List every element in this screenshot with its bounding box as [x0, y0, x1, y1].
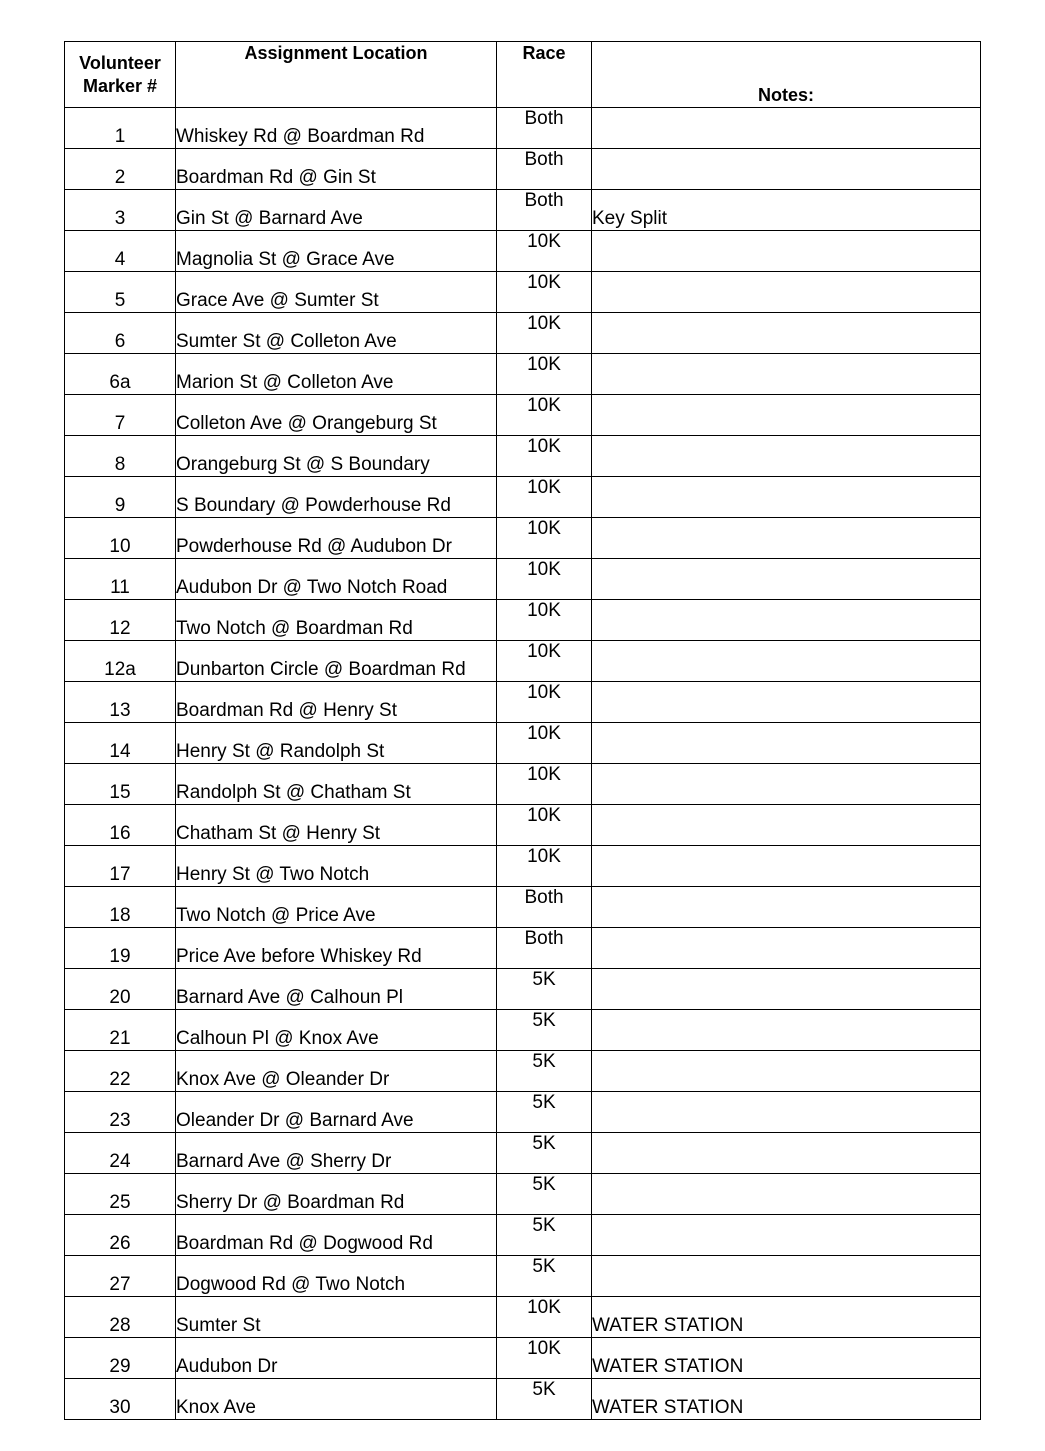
marker-cell: 14 — [65, 723, 176, 764]
location-cell: Boardman Rd @ Henry St — [176, 682, 497, 723]
race-cell: Both — [497, 190, 592, 231]
notes-cell — [592, 231, 981, 272]
table-row — [65, 231, 981, 272]
race-cell: 10K — [497, 1297, 592, 1338]
notes-cell — [592, 846, 981, 887]
table-row — [65, 1297, 981, 1338]
notes-cell — [592, 477, 981, 518]
marker-cell: 7 — [65, 395, 176, 436]
location-cell: Sumter St — [176, 1297, 497, 1338]
race-cell: 5K — [497, 1256, 592, 1297]
table-row — [65, 1215, 981, 1256]
race-cell: 10K — [497, 395, 592, 436]
race-cell: 5K — [497, 1379, 592, 1420]
location-cell: Boardman Rd @ Gin St — [176, 149, 497, 190]
location-cell: Colleton Ave @ Orangeburg St — [176, 395, 497, 436]
notes-cell — [592, 395, 981, 436]
race-cell: 10K — [497, 518, 592, 559]
marker-cell: 2 — [65, 149, 176, 190]
table-row — [65, 846, 981, 887]
table-row — [65, 354, 981, 395]
notes-cell — [592, 1256, 981, 1297]
notes-cell — [592, 518, 981, 559]
race-cell: 5K — [497, 1051, 592, 1092]
notes-cell — [592, 764, 981, 805]
marker-cell: 9 — [65, 477, 176, 518]
table-row — [65, 190, 981, 231]
table-row — [65, 395, 981, 436]
race-cell: Both — [497, 928, 592, 969]
marker-cell: 3 — [65, 190, 176, 231]
table-row — [65, 149, 981, 190]
table-body — [65, 108, 981, 1420]
race-cell: 5K — [497, 1133, 592, 1174]
table-row — [65, 887, 981, 928]
race-cell: 10K — [497, 272, 592, 313]
marker-cell: 24 — [65, 1133, 176, 1174]
notes-cell — [592, 805, 981, 846]
location-cell: Magnolia St @ Grace Ave — [176, 231, 497, 272]
notes-cell — [592, 1010, 981, 1051]
race-cell: Both — [497, 887, 592, 928]
race-cell: 10K — [497, 559, 592, 600]
marker-cell: 29 — [65, 1338, 176, 1379]
notes-cell: WATER STATION — [592, 1338, 981, 1379]
race-cell: 10K — [497, 313, 592, 354]
marker-cell: 19 — [65, 928, 176, 969]
table-row — [65, 1379, 981, 1420]
table-row — [65, 1256, 981, 1297]
marker-cell: 5 — [65, 272, 176, 313]
notes-cell — [592, 559, 981, 600]
table-row — [65, 272, 981, 313]
race-cell: Both — [497, 108, 592, 149]
race-cell: 10K — [497, 641, 592, 682]
table-row — [65, 805, 981, 846]
race-cell: 5K — [497, 1010, 592, 1051]
location-cell: Henry St @ Two Notch — [176, 846, 497, 887]
marker-cell: 15 — [65, 764, 176, 805]
table-row — [65, 1174, 981, 1215]
table-row — [65, 108, 981, 149]
location-cell: Knox Ave @ Oleander Dr — [176, 1051, 497, 1092]
race-cell: 5K — [497, 969, 592, 1010]
location-cell: Oleander Dr @ Barnard Ave — [176, 1092, 497, 1133]
location-cell: Two Notch @ Boardman Rd — [176, 600, 497, 641]
race-cell: 5K — [497, 1215, 592, 1256]
table-row — [65, 764, 981, 805]
table-row — [65, 600, 981, 641]
location-cell: Dogwood Rd @ Two Notch — [176, 1256, 497, 1297]
header-assignment-location: Assignment Location — [176, 42, 497, 108]
location-cell: Barnard Ave @ Calhoun Pl — [176, 969, 497, 1010]
notes-cell — [592, 436, 981, 477]
marker-cell: 8 — [65, 436, 176, 477]
notes-cell — [592, 928, 981, 969]
notes-cell — [592, 682, 981, 723]
race-cell: 10K — [497, 1338, 592, 1379]
table-row — [65, 1051, 981, 1092]
race-cell: 10K — [497, 805, 592, 846]
marker-cell: 27 — [65, 1256, 176, 1297]
race-cell: 10K — [497, 600, 592, 641]
notes-cell — [592, 313, 981, 354]
race-cell: 10K — [497, 231, 592, 272]
header-row — [65, 42, 981, 108]
notes-cell — [592, 969, 981, 1010]
race-cell: 10K — [497, 436, 592, 477]
table-row — [65, 1010, 981, 1051]
volunteer-assignment-table — [64, 41, 981, 1420]
marker-cell: 28 — [65, 1297, 176, 1338]
marker-cell: 13 — [65, 682, 176, 723]
marker-cell: 16 — [65, 805, 176, 846]
race-cell: 5K — [497, 1174, 592, 1215]
race-cell: 10K — [497, 682, 592, 723]
location-cell: Calhoun Pl @ Knox Ave — [176, 1010, 497, 1051]
marker-cell: 21 — [65, 1010, 176, 1051]
race-cell: 10K — [497, 477, 592, 518]
notes-cell — [592, 149, 981, 190]
location-cell: Orangeburg St @ S Boundary — [176, 436, 497, 477]
marker-cell: 12 — [65, 600, 176, 641]
notes-cell — [592, 1174, 981, 1215]
marker-cell: 10 — [65, 518, 176, 559]
location-cell: Gin St @ Barnard Ave — [176, 190, 497, 231]
header-notes: Notes: — [592, 42, 981, 108]
table-row — [65, 1092, 981, 1133]
race-cell: 10K — [497, 846, 592, 887]
table-row — [65, 682, 981, 723]
table-row — [65, 1338, 981, 1379]
race-cell: Both — [497, 149, 592, 190]
marker-cell: 18 — [65, 887, 176, 928]
marker-cell: 17 — [65, 846, 176, 887]
table-row — [65, 313, 981, 354]
location-cell: Boardman Rd @ Dogwood Rd — [176, 1215, 497, 1256]
notes-cell: WATER STATION — [592, 1379, 981, 1420]
location-cell: Powderhouse Rd @ Audubon Dr — [176, 518, 497, 559]
notes-cell — [592, 354, 981, 395]
marker-cell: 4 — [65, 231, 176, 272]
notes-cell: WATER STATION — [592, 1297, 981, 1338]
location-cell: Marion St @ Colleton Ave — [176, 354, 497, 395]
header-race: Race — [497, 42, 592, 108]
location-cell: Whiskey Rd @ Boardman Rd — [176, 108, 497, 149]
notes-cell — [592, 887, 981, 928]
notes-cell: Key Split — [592, 190, 981, 231]
marker-cell: 20 — [65, 969, 176, 1010]
marker-cell: 1 — [65, 108, 176, 149]
table-row — [65, 641, 981, 682]
marker-cell: 26 — [65, 1215, 176, 1256]
location-cell: S Boundary @ Powderhouse Rd — [176, 477, 497, 518]
notes-cell — [592, 1051, 981, 1092]
marker-cell: 6a — [65, 354, 176, 395]
location-cell: Knox Ave — [176, 1379, 497, 1420]
table-row — [65, 436, 981, 477]
marker-cell: 11 — [65, 559, 176, 600]
marker-cell: 30 — [65, 1379, 176, 1420]
table-row — [65, 723, 981, 764]
notes-cell — [592, 108, 981, 149]
race-cell: 10K — [497, 723, 592, 764]
notes-cell — [592, 1215, 981, 1256]
race-cell: 10K — [497, 354, 592, 395]
table-row — [65, 518, 981, 559]
notes-cell — [592, 723, 981, 764]
table-row — [65, 928, 981, 969]
table-row — [65, 1133, 981, 1174]
location-cell: Sumter St @ Colleton Ave — [176, 313, 497, 354]
table-row — [65, 477, 981, 518]
table-header — [65, 42, 981, 108]
location-cell: Randolph St @ Chatham St — [176, 764, 497, 805]
race-cell: 10K — [497, 764, 592, 805]
location-cell: Barnard Ave @ Sherry Dr — [176, 1133, 497, 1174]
location-cell: Two Notch @ Price Ave — [176, 887, 497, 928]
notes-cell — [592, 1133, 981, 1174]
location-cell: Sherry Dr @ Boardman Rd — [176, 1174, 497, 1215]
location-cell: Henry St @ Randolph St — [176, 723, 497, 764]
table-row — [65, 969, 981, 1010]
location-cell: Dunbarton Circle @ Boardman Rd — [176, 641, 497, 682]
location-cell: Audubon Dr — [176, 1338, 497, 1379]
notes-cell — [592, 272, 981, 313]
location-cell: Price Ave before Whiskey Rd — [176, 928, 497, 969]
table-row — [65, 559, 981, 600]
race-cell: 5K — [497, 1092, 592, 1133]
marker-cell: 25 — [65, 1174, 176, 1215]
header-volunteer-marker: Volunteer Marker # — [65, 42, 176, 108]
notes-cell — [592, 641, 981, 682]
notes-cell — [592, 600, 981, 641]
marker-cell: 22 — [65, 1051, 176, 1092]
marker-cell: 23 — [65, 1092, 176, 1133]
location-cell: Audubon Dr @ Two Notch Road — [176, 559, 497, 600]
location-cell: Chatham St @ Henry St — [176, 805, 497, 846]
marker-cell: 6 — [65, 313, 176, 354]
notes-cell — [592, 1092, 981, 1133]
marker-cell: 12a — [65, 641, 176, 682]
location-cell: Grace Ave @ Sumter St — [176, 272, 497, 313]
